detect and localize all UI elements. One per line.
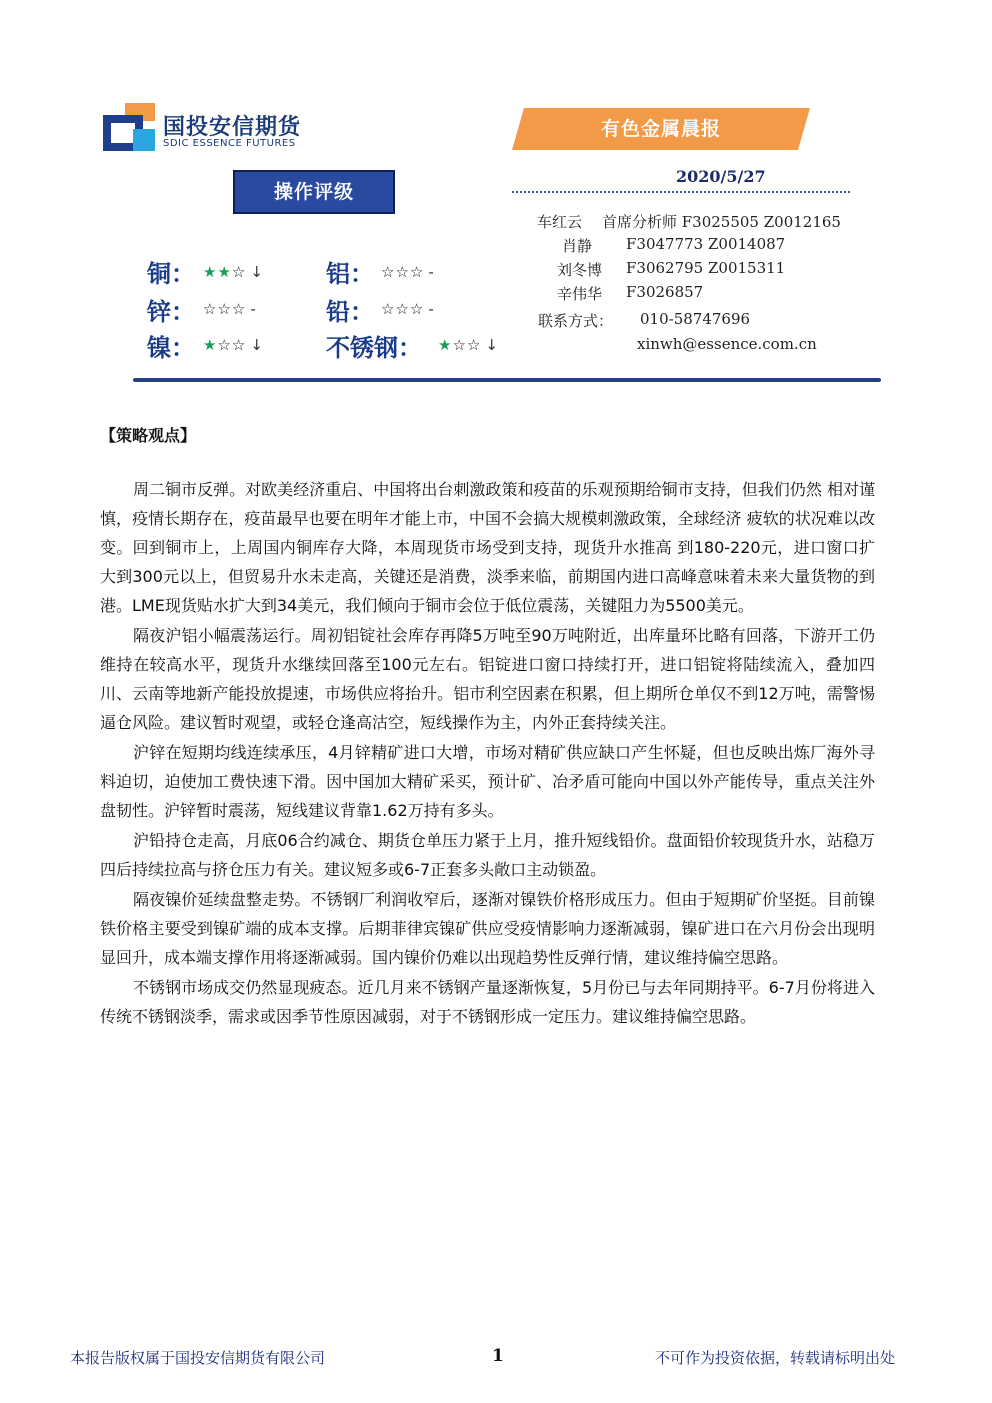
rating-stars-nickel: [203, 336, 264, 354]
filled-star-icon: ★: [203, 336, 218, 354]
empty-star-icon: ☆: [409, 300, 425, 318]
empty-star-icon: ☆: [217, 336, 232, 354]
filled-star-icon: ★: [203, 263, 218, 281]
filled-star-icon: ★: [217, 263, 232, 281]
empty-star-icon: ☆: [231, 300, 247, 318]
metal-label-aluminum: 铝：: [326, 260, 374, 288]
rating-stars-copper: [203, 263, 264, 281]
analyst-detail: F3062795 Z0015311: [626, 259, 786, 277]
trend-indicator: -: [428, 300, 435, 318]
empty-star-icon: ☆: [395, 263, 410, 281]
empty-star-icon: ☆: [231, 263, 247, 281]
contact-label: 联系方式：: [538, 312, 614, 330]
metal-label-nickel: 镍：: [147, 334, 195, 362]
logo-english-name: SDIC ESSENCE FUTURES: [163, 138, 296, 149]
rating-stars-zinc: [203, 300, 257, 318]
company-logo-icon: [103, 103, 155, 151]
logo-chinese-name: 国投安信期货: [163, 115, 302, 140]
empty-star-icon: ☆: [409, 263, 425, 281]
trend-indicator: -: [250, 300, 257, 318]
empty-star-icon: ☆: [231, 336, 247, 354]
paragraph-zinc: 沪锌在短期均线连续承压，4月锌精矿进口大增，市场对精矿供应缺口产生怀疑，但也反映出炼厂海外寻料迫切，迫使加工费快速下滑。因中国加大精矿采买，预计矿、冶矛盾可能向中国以外产能传导，重点关注外盘韧性。沪锌暂时震荡，短线建议背靠1.62万持有多头。: [100, 743, 875, 820]
paragraph-nickel: 隔夜镍价延续盘整走势。不锈钢厂利润收窄后，逐渐对镍铁价格形成压力。但由于短期矿价坚挺。目前镍铁价格主要受到镍矿端的成本支撑。后期菲律宾镍矿供应受疫情影响力逐渐减弱，镍矿进口在六月份会出现明显回升，成本端支撑作用将逐渐减弱。国内镍价仍难以出现趋势性反弹行情，建议维持偏空思路。: [100, 890, 875, 967]
rating-stars-lead: [381, 300, 435, 318]
filled-star-icon: ★: [438, 336, 453, 354]
footer-disclaimer: 不可作为投资依据，转载请标明出处: [655, 1349, 896, 1367]
empty-star-icon: ☆: [452, 336, 467, 354]
analyst-name: 车红云: [536, 213, 582, 231]
metal-label-stainless-steel: 不锈钢：: [326, 334, 422, 362]
paragraph-aluminum: 隔夜沪铝小幅震荡运行。周初铝锭社会库存再降5万吨至90万吨附近，出库量环比略有回落，下游开工仍维持在较高水平，现货升水继续回落至100元左右。铝锭进口窗口持续打开，进口铝锭将陆续流入，叠加四川、云南等地新产能投放提速，市场供应将抬升。铝市利空因素在积累，但上期所仓单仅不到12万吨，需警惕逼仓风险。建议暂时观望，或轻仓逢高沽空，短线操作为主，内外正套持续关注。: [100, 626, 875, 732]
contact-phone: 010-58747696: [640, 310, 751, 328]
report-title: 有色金属晨报: [600, 118, 721, 140]
analyst-name: 肖静: [561, 237, 592, 255]
trend-indicator: ↓: [250, 263, 264, 281]
metal-label-zinc: 锌：: [147, 298, 195, 326]
trend-indicator: -: [428, 263, 435, 281]
analyst-detail: 首席分析师 F3025505 Z0012165: [602, 213, 841, 231]
empty-star-icon: ☆: [381, 263, 396, 281]
metal-label-copper: 铜：: [147, 260, 195, 288]
paragraph-lead: 沪铅持仓走高，月底06合约减仓、期货仓单压力紧于上月，推升短线铅价。盘面铅价较现货升水，站稳万四后持续拉高与挤仓压力有关。建议短多或6-7正套多头敞口主动锁盈。: [100, 831, 875, 879]
empty-star-icon: ☆: [466, 336, 482, 354]
empty-star-icon: ☆: [381, 300, 396, 318]
section-title: 【策略观点】: [100, 426, 197, 445]
trend-indicator: ↓: [250, 336, 264, 354]
paragraph-stainless-steel: 不锈钢市场成交仍然显现疲态。近几月来不锈钢产量逐渐恢复，5月份已与去年同期持平。6-7月份将进入传统不锈钢淡季，需求或因季节性原因减弱，对于不锈钢形成一定压力。建议维持偏空思路。: [100, 978, 875, 1026]
dotted-divider: [512, 191, 850, 193]
analyst-name: 刘冬博: [556, 261, 602, 279]
empty-star-icon: ☆: [203, 300, 218, 318]
contact-email: xinwh@essence.com.cn: [637, 335, 817, 353]
rating-stars-aluminum: [381, 263, 435, 281]
rating-stars-stainless-steel: [438, 336, 499, 354]
footer-copyright: 本报告版权属于国投安信期货有限公司: [70, 1349, 326, 1367]
analyst-detail: F3026857: [626, 283, 704, 301]
trend-indicator: ↓: [485, 336, 499, 354]
report-title-banner: [512, 108, 810, 150]
header-divider: [133, 378, 881, 382]
empty-star-icon: ☆: [395, 300, 410, 318]
empty-star-icon: ☆: [217, 300, 232, 318]
analyst-name: 辛伟华: [556, 285, 602, 303]
page-number: 1: [492, 1346, 504, 1366]
report-date: 2020/5/27: [676, 167, 766, 186]
rating-section-title: 操作评级: [233, 170, 395, 214]
analyst-detail: F3047773 Z0014087: [626, 235, 786, 253]
metal-label-lead: 铅：: [326, 298, 374, 326]
paragraph-copper: 周二铜市反弹。对欧美经济重启、中国将出台刺激政策和疫苗的乐观预期给铜市支持，但我们仍然 相对谨慎，疫情长期存在，疫苗最早也要在明年才能上市，中国不会搞大规模刺激政策，全球经济 疲软的状况难以改变。回到铜市上，上周国内铜库存大降，本周现货市场受到支持，现货升水推高 到180-220元，进口窗口扩大到300元以上，但贸易升水未走高，关键还是消费，淡季来临，前期国内进口高峰意味着未来大量货物的到港。LME现货贴水扩大到34美元，我们倾向于铜市会位于低位震荡，关键阻力为5500美元。: [100, 480, 875, 615]
strategy-body: [100, 475, 875, 1032]
